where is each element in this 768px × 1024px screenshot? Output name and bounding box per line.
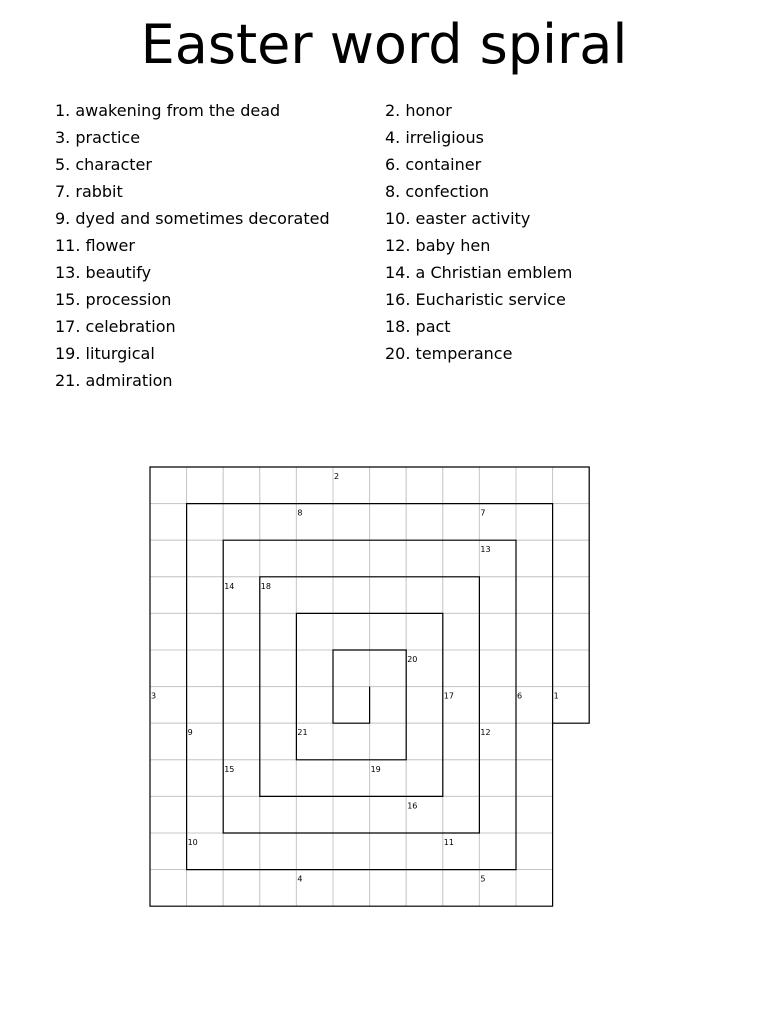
clue-text: container: [405, 155, 482, 174]
grid-cell[interactable]: [370, 650, 407, 687]
clue-text: celebration: [85, 317, 176, 336]
grid-cell[interactable]: [406, 540, 443, 577]
clue-11: [55, 236, 135, 256]
grid-number-16: 16: [407, 801, 418, 811]
clue-number: 21.: [55, 371, 81, 390]
grid-cell[interactable]: [187, 540, 224, 577]
grid-cell[interactable]: [516, 760, 553, 797]
grid-cell[interactable]: [406, 467, 443, 504]
clue-number: 4.: [385, 128, 401, 147]
grid-cell[interactable]: [333, 870, 370, 907]
clue-number: 18.: [385, 317, 411, 336]
clue-text: irreligious: [405, 128, 484, 147]
grid-cell[interactable]: [187, 504, 224, 541]
grid-cell[interactable]: [370, 833, 407, 870]
grid-cell[interactable]: [223, 504, 260, 541]
grid-cell[interactable]: [443, 540, 480, 577]
grid-cell[interactable]: [370, 577, 407, 614]
grid-cell[interactable]: [553, 613, 590, 650]
grid-cell[interactable]: [479, 687, 516, 724]
clue-text: liturgical: [85, 344, 155, 363]
grid-cell[interactable]: [223, 467, 260, 504]
grid-cell[interactable]: [150, 613, 187, 650]
grid-cell[interactable]: [187, 467, 224, 504]
grid-number-19: 19: [370, 764, 381, 774]
grid-cell[interactable]: [260, 760, 297, 797]
grid-cell[interactable]: [333, 577, 370, 614]
grid-cell[interactable]: [553, 540, 590, 577]
grid-cell[interactable]: [296, 760, 333, 797]
grid-cell[interactable]: [479, 760, 516, 797]
grid-cell[interactable]: [223, 833, 260, 870]
grid-number-10: 10: [187, 838, 198, 847]
clue-14: [385, 263, 572, 283]
grid-cell[interactable]: [260, 687, 297, 724]
clue-number: 1.: [55, 101, 71, 120]
clue-number: 5.: [55, 155, 71, 174]
grid-cell[interactable]: [223, 870, 260, 907]
grid-cells: [150, 467, 589, 906]
clue-text: dyed and sometimes decorated: [75, 209, 330, 228]
grid-cell[interactable]: [296, 577, 333, 614]
grid-cell[interactable]: [333, 796, 370, 833]
grid-number-18: 18: [260, 581, 271, 591]
clue-text: easter activity: [415, 209, 531, 228]
clue-text: procession: [85, 290, 172, 309]
grid-cell[interactable]: [479, 613, 516, 650]
grid-cell[interactable]: [370, 870, 407, 907]
clue-9: [55, 209, 330, 229]
grid-cell[interactable]: [406, 613, 443, 650]
grid-cell[interactable]: [223, 687, 260, 724]
clue-number: 3.: [55, 128, 71, 147]
grid-cell[interactable]: [406, 577, 443, 614]
grid-number-11: 11: [443, 838, 454, 847]
grid-cell[interactable]: [370, 796, 407, 833]
grid-number-5: 5: [480, 874, 486, 884]
grid-cell[interactable]: [260, 796, 297, 833]
grid-cell[interactable]: [187, 687, 224, 724]
clue-text: practice: [75, 128, 141, 147]
clue-15: [55, 290, 171, 310]
grid-cell[interactable]: [187, 760, 224, 797]
clue-text: Eucharistic service: [415, 290, 566, 309]
grid-cell[interactable]: [150, 467, 187, 504]
grid-cell[interactable]: [443, 796, 480, 833]
grid-cell[interactable]: [187, 796, 224, 833]
clue-number: 17.: [55, 317, 81, 336]
grid-cell[interactable]: [516, 833, 553, 870]
grid-number-12: 12: [480, 728, 491, 738]
grid-cell[interactable]: [296, 540, 333, 577]
grid-cell[interactable]: [479, 467, 516, 504]
grid-cell[interactable]: [516, 467, 553, 504]
clue-number: 14.: [385, 263, 411, 282]
grid-cell[interactable]: [150, 723, 187, 760]
clue-text: character: [75, 155, 152, 174]
grid-cell[interactable]: [516, 577, 553, 614]
grid-cell[interactable]: [443, 504, 480, 541]
grid-cell[interactable]: [150, 796, 187, 833]
grid-cell[interactable]: [333, 540, 370, 577]
grid-cell[interactable]: [516, 540, 553, 577]
grid-cell[interactable]: [150, 870, 187, 907]
grid-number-17: 17: [443, 691, 454, 701]
grid-number-13: 13: [480, 545, 491, 555]
grid-cell[interactable]: [333, 760, 370, 797]
grid-cell[interactable]: [479, 577, 516, 614]
clue-number: 11.: [55, 236, 81, 255]
clue-number: 10.: [385, 209, 411, 228]
grid-cell[interactable]: [553, 504, 590, 541]
grid-cell[interactable]: [260, 833, 297, 870]
grid-cell[interactable]: [370, 613, 407, 650]
clue-number: 2.: [385, 101, 401, 120]
grid-cell[interactable]: [150, 833, 187, 870]
grid-cell[interactable]: [370, 540, 407, 577]
grid-number-9: 9: [187, 728, 193, 738]
grid-number-2: 2: [334, 472, 340, 481]
clue-3: [55, 128, 140, 148]
grid-cell[interactable]: [553, 650, 590, 687]
grid-cell[interactable]: [370, 504, 407, 541]
grid-cell[interactable]: [406, 870, 443, 907]
grid-cell[interactable]: [479, 796, 516, 833]
grid-cell[interactable]: [223, 723, 260, 760]
grid-cell[interactable]: [443, 577, 480, 614]
grid-cell[interactable]: [333, 833, 370, 870]
grid-cell[interactable]: [406, 760, 443, 797]
grid-cell[interactable]: [187, 577, 224, 614]
grid-cell[interactable]: [406, 504, 443, 541]
clue-7: [55, 182, 123, 202]
grid-cell[interactable]: [150, 504, 187, 541]
grid-cell[interactable]: [187, 870, 224, 907]
grid-cell[interactable]: [296, 833, 333, 870]
clue-8: [385, 182, 489, 202]
grid-number-8: 8: [297, 508, 303, 518]
clue-text: confection: [405, 182, 490, 201]
clue-number: 16.: [385, 290, 411, 309]
clue-text: flower: [85, 236, 135, 255]
grid-cell[interactable]: [516, 870, 553, 907]
grid-cell[interactable]: [150, 760, 187, 797]
clue-number: 19.: [55, 344, 81, 363]
clue-1: [55, 101, 280, 121]
grid-cell[interactable]: [260, 467, 297, 504]
clue-text: baby hen: [415, 236, 491, 255]
grid-cell[interactable]: [150, 540, 187, 577]
grid-cell[interactable]: [187, 613, 224, 650]
grid-number-14: 14: [224, 581, 235, 591]
grid-cell[interactable]: [296, 650, 333, 687]
grid-number-1: 1: [553, 691, 559, 701]
grid-cell[interactable]: [223, 796, 260, 833]
grid-cell[interactable]: [150, 650, 187, 687]
grid-cell[interactable]: [296, 796, 333, 833]
grid-cell[interactable]: [296, 467, 333, 504]
grid-cell[interactable]: [370, 723, 407, 760]
grid-cell[interactable]: [260, 723, 297, 760]
clue-number: 20.: [385, 344, 411, 363]
clue-2: [385, 101, 452, 121]
clue-10: [385, 209, 530, 229]
grid-cell[interactable]: [187, 650, 224, 687]
grid-cell[interactable]: [333, 687, 370, 724]
grid-cell[interactable]: [516, 796, 553, 833]
grid-number-21: 21: [297, 728, 308, 738]
grid-cell[interactable]: [260, 540, 297, 577]
clue-text: awakening from the dead: [75, 101, 281, 120]
grid-cell[interactable]: [333, 650, 370, 687]
grid-cell[interactable]: [333, 613, 370, 650]
clue-list: [0, 101, 768, 401]
grid-cell[interactable]: [260, 613, 297, 650]
grid-cell[interactable]: [296, 687, 333, 724]
grid-cell[interactable]: [223, 650, 260, 687]
grid-cell[interactable]: [260, 650, 297, 687]
clue-18: [385, 317, 451, 337]
clue-number: 12.: [385, 236, 411, 255]
grid-cell[interactable]: [223, 540, 260, 577]
grid-cell[interactable]: [406, 723, 443, 760]
clue-16: [385, 290, 566, 310]
grid-number-6: 6: [517, 691, 523, 701]
clue-text: honor: [405, 101, 452, 120]
clue-number: 15.: [55, 290, 81, 309]
grid-cell[interactable]: [516, 723, 553, 760]
grid-number-3: 3: [151, 691, 157, 701]
clue-number: 6.: [385, 155, 401, 174]
clue-5: [55, 155, 152, 175]
grid-cell[interactable]: [443, 650, 480, 687]
clue-12: [385, 236, 490, 256]
clue-text: temperance: [415, 344, 513, 363]
grid-cell[interactable]: [516, 650, 553, 687]
grid-cell[interactable]: [443, 870, 480, 907]
clue-19: [55, 344, 155, 364]
clue-number: 7.: [55, 182, 71, 201]
grid-cell[interactable]: [406, 687, 443, 724]
grid-cell[interactable]: [406, 833, 443, 870]
grid-cell[interactable]: [516, 613, 553, 650]
clue-text: admiration: [85, 371, 173, 390]
grid-cell[interactable]: [443, 613, 480, 650]
grid-cell[interactable]: [260, 504, 297, 541]
grid-cell[interactable]: [553, 577, 590, 614]
clue-text: rabbit: [75, 182, 123, 201]
clue-number: 9.: [55, 209, 71, 228]
grid-number-20: 20: [407, 655, 418, 664]
grid-cell[interactable]: [443, 723, 480, 760]
clue-13: [55, 263, 151, 283]
grid-cell[interactable]: [223, 613, 260, 650]
grid-cell[interactable]: [443, 760, 480, 797]
clue-text: pact: [415, 317, 451, 336]
spiral-grid: [145, 462, 595, 912]
clue-4: [385, 128, 484, 148]
grid-cell[interactable]: [479, 650, 516, 687]
grid-cell[interactable]: [296, 613, 333, 650]
grid-cell[interactable]: [553, 467, 590, 504]
grid-cell[interactable]: [333, 504, 370, 541]
clue-text: a Christian emblem: [415, 263, 573, 282]
clue-21: [55, 371, 173, 391]
grid-cell[interactable]: [443, 467, 480, 504]
clue-20: [385, 344, 512, 364]
grid-number-15: 15: [224, 764, 235, 774]
grid-cell[interactable]: [516, 504, 553, 541]
grid-number-4: 4: [297, 874, 303, 884]
grid-cell[interactable]: [370, 467, 407, 504]
grid-cell[interactable]: [260, 870, 297, 907]
grid-cell[interactable]: [370, 687, 407, 724]
clue-number: 8.: [385, 182, 401, 201]
grid-number-7: 7: [480, 508, 486, 518]
page-title: Easter word spiral: [140, 13, 628, 76]
grid-cell[interactable]: [479, 833, 516, 870]
clue-6: [385, 155, 481, 175]
grid-cell[interactable]: [333, 723, 370, 760]
clue-number: 13.: [55, 263, 81, 282]
clue-text: beautify: [85, 263, 152, 282]
grid-cell[interactable]: [150, 577, 187, 614]
clue-17: [55, 317, 176, 337]
